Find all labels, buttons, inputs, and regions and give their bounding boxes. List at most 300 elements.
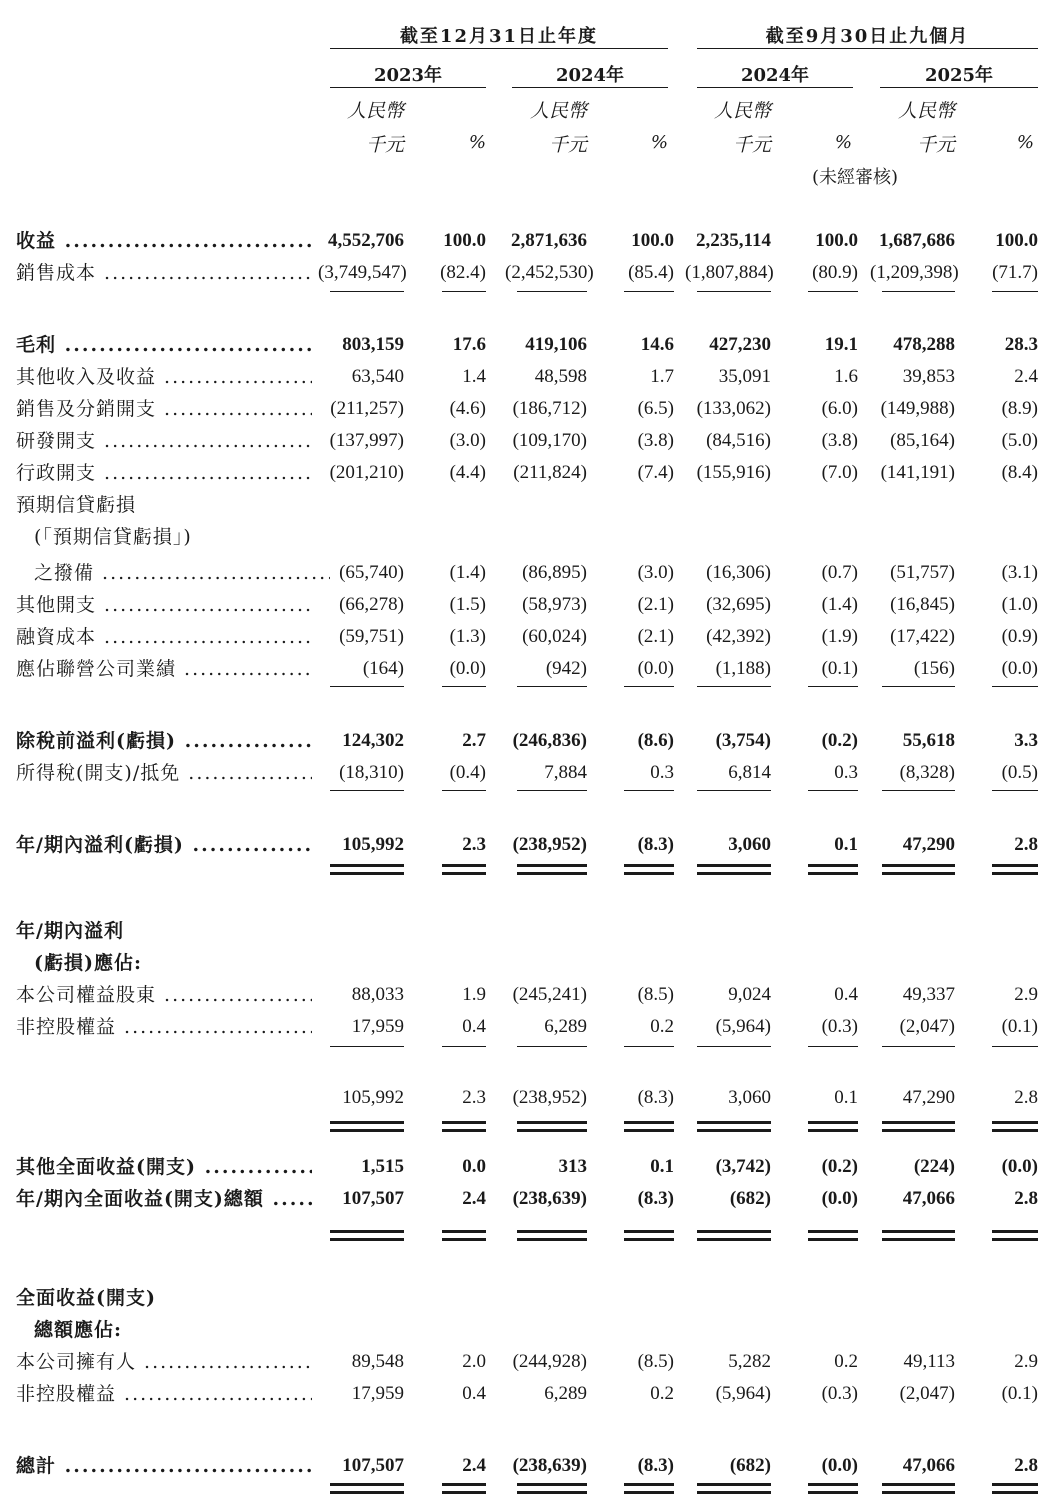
double-underline <box>624 864 674 875</box>
percent-cell: (0.0) <box>637 658 674 679</box>
amount-cell: 1,687,686 <box>879 230 955 251</box>
percent-cell: 0.2 <box>650 1383 674 1404</box>
row-label: 其他全面收益(開支) ..... <box>16 1152 312 1182</box>
percent-cell: 1.6 <box>834 366 858 387</box>
row-label: 收益 ..... <box>16 226 312 256</box>
percent-cell: 2.3 <box>462 834 486 855</box>
double-underline <box>697 1483 771 1494</box>
percent-cell: (2.1) <box>637 594 674 615</box>
double-underline <box>992 1483 1038 1494</box>
amount-cell: (245,241) <box>512 984 587 1005</box>
percent-cell: 0.0 <box>462 1156 486 1177</box>
percent-cell: 2.8 <box>1014 834 1038 855</box>
amount-cell: (149,988) <box>880 398 955 419</box>
amount-cell: 47,066 <box>902 1455 955 1476</box>
percent-cell: (6.5) <box>637 398 674 419</box>
percent-cell: (0.1) <box>821 658 858 679</box>
amount-cell: (84,516) <box>706 430 771 451</box>
amount-cell: 6,289 <box>544 1383 587 1404</box>
double-underline <box>442 1230 486 1241</box>
percent-cell: (2.1) <box>637 626 674 647</box>
amount-cell: 49,113 <box>903 1351 955 1372</box>
amount-cell: 4,552,706 <box>328 230 404 251</box>
amount-cell: (2,452,530) <box>505 262 594 283</box>
amount-cell: 7,884 <box>544 762 587 783</box>
table-row <box>0 330 1062 360</box>
percent-cell: 2.4 <box>1014 366 1038 387</box>
group-header-nine-months: 截至9月30日止九個月 <box>765 26 970 47</box>
single-underline <box>517 291 587 292</box>
table-row <box>0 1012 1062 1042</box>
table-row <box>0 226 1062 256</box>
percent-cell: 0.3 <box>650 762 674 783</box>
amount-cell: 88,033 <box>351 984 404 1005</box>
percent-cell: (8.4) <box>1001 462 1038 483</box>
amount-cell: (155,916) <box>696 462 771 483</box>
amount-cell: 124,302 <box>342 730 404 751</box>
percent-cell: (0.0) <box>1001 658 1038 679</box>
single-underline <box>330 790 404 791</box>
amount-cell: (5,964) <box>715 1016 771 1037</box>
percent-cell: (0.3) <box>821 1016 858 1037</box>
table-row <box>0 1347 1062 1377</box>
amount-cell: (1,209,398) <box>870 262 959 283</box>
row-label: 其他收入及收益 ..... <box>16 362 312 392</box>
single-underline <box>992 790 1038 791</box>
double-underline <box>330 864 404 875</box>
amount-cell: (238,952) <box>512 1087 587 1108</box>
unit-label-rmb: 人民幣 <box>897 100 955 122</box>
single-underline <box>882 1046 955 1047</box>
percent-cell: (0.0) <box>449 658 486 679</box>
percent-cell: (0.0) <box>821 1455 858 1476</box>
amount-cell: 89,548 <box>351 1351 404 1372</box>
percent-cell: 17.6 <box>452 334 486 355</box>
amount-cell: (211,824) <box>513 462 587 483</box>
amount-cell: (224) <box>913 1156 955 1177</box>
percent-cell: (8.3) <box>637 1188 674 1209</box>
amount-cell: (156) <box>913 658 955 679</box>
row-label: 非控股權益 ..... <box>16 1012 312 1042</box>
amount-cell: (18,310) <box>339 762 404 783</box>
row-label: 全面收益(開支) <box>16 1287 156 1309</box>
percent-cell: (7.0) <box>821 462 858 483</box>
unit-label-percent: % <box>834 132 852 153</box>
double-underline <box>992 864 1038 875</box>
single-underline <box>992 291 1038 292</box>
double-underline <box>442 864 486 875</box>
percent-cell: 100.0 <box>443 230 486 251</box>
amount-cell: 1,515 <box>361 1156 404 1177</box>
table-row <box>0 726 1062 756</box>
amount-cell: 313 <box>558 1156 587 1177</box>
table-row <box>0 590 1062 620</box>
table-row <box>0 1083 1062 1113</box>
percent-cell: (1.5) <box>449 594 486 615</box>
amount-cell: 105,992 <box>342 1087 404 1108</box>
row-label: (虧損)應佔: <box>34 952 142 974</box>
amount-cell: (86,895) <box>522 562 587 583</box>
double-underline <box>624 1483 674 1494</box>
amount-cell: (58,973) <box>522 594 587 615</box>
row-label: 總額應佔: <box>34 1319 123 1341</box>
year-header-2025-nine-months: 2025年 <box>924 65 994 86</box>
amount-cell: (211,257) <box>330 398 404 419</box>
unit-label-thousand: 千元 <box>732 134 771 156</box>
amount-cell: (5,964) <box>715 1383 771 1404</box>
row-label: 年/期內溢利 <box>16 920 124 942</box>
percent-cell: 0.4 <box>462 1016 486 1037</box>
single-underline <box>697 790 771 791</box>
double-underline <box>882 1483 955 1494</box>
amount-cell: 9,024 <box>728 984 771 1005</box>
percent-cell: 100.0 <box>995 230 1038 251</box>
single-underline <box>992 1046 1038 1047</box>
amount-cell: (682) <box>729 1455 771 1476</box>
percent-cell: (8.3) <box>637 834 674 855</box>
row-label: 銷售成本 ..... <box>16 258 312 288</box>
amount-cell: (164) <box>362 658 404 679</box>
single-underline <box>517 790 587 791</box>
percent-cell: 100.0 <box>631 230 674 251</box>
group-header-year: 截至12月31日止年度 <box>399 26 599 47</box>
amount-cell: 105,992 <box>342 834 404 855</box>
year-header-2023: 2023年 <box>373 65 443 86</box>
percent-cell: (0.1) <box>1001 1383 1038 1404</box>
double-underline <box>442 1121 486 1132</box>
row-label: (「預期信貸虧損」) <box>34 526 192 548</box>
percent-cell: (1.0) <box>1001 594 1038 615</box>
unit-label-percent: % <box>650 132 668 153</box>
single-underline <box>624 1046 674 1047</box>
single-underline <box>882 686 955 687</box>
amount-cell: (244,928) <box>512 1351 587 1372</box>
double-underline <box>808 1483 858 1494</box>
percent-cell: (1.3) <box>449 626 486 647</box>
percent-cell: (4.6) <box>449 398 486 419</box>
row-label: 所得稅(開支)/抵免 ..... <box>16 758 312 788</box>
single-underline <box>697 291 771 292</box>
percent-cell: (0.2) <box>821 730 858 751</box>
amount-cell: (3,754) <box>715 730 771 751</box>
percent-cell: 2.4 <box>462 1455 486 1476</box>
amount-cell: (17,422) <box>890 626 955 647</box>
unit-label-thousand: 千元 <box>365 134 404 156</box>
table-row <box>0 558 1062 588</box>
group-header-nine-months-rule <box>697 48 1038 49</box>
amount-cell: 17,959 <box>351 1383 404 1404</box>
percent-cell: 2.3 <box>462 1087 486 1108</box>
amount-cell: 2,871,636 <box>511 230 587 251</box>
single-underline <box>442 291 486 292</box>
amount-cell: 6,814 <box>728 762 771 783</box>
amount-cell: 3,060 <box>728 1087 771 1108</box>
table-row <box>0 980 1062 1010</box>
single-underline <box>624 291 674 292</box>
percent-cell: 28.3 <box>1004 334 1038 355</box>
percent-cell: (0.0) <box>821 1188 858 1209</box>
table-row <box>0 1451 1062 1481</box>
double-underline <box>330 1230 404 1241</box>
percent-cell: 14.6 <box>640 334 674 355</box>
table-row <box>0 362 1062 392</box>
percent-cell: 2.8 <box>1014 1455 1038 1476</box>
table-row <box>0 948 1062 978</box>
percent-cell: 2.7 <box>462 730 486 751</box>
single-underline <box>808 686 858 687</box>
double-underline <box>517 1121 587 1132</box>
percent-cell: (8.3) <box>637 1087 674 1108</box>
amount-cell: 55,618 <box>902 730 955 751</box>
table-row <box>0 622 1062 652</box>
table-row <box>0 490 1062 520</box>
amount-cell: (1,807,884) <box>685 262 774 283</box>
amount-cell: 6,289 <box>544 1016 587 1037</box>
single-underline <box>882 790 955 791</box>
percent-cell: 0.3 <box>834 762 858 783</box>
amount-cell: 5,282 <box>728 1351 771 1372</box>
percent-cell: (0.0) <box>1001 1156 1038 1177</box>
percent-cell: (1.4) <box>821 594 858 615</box>
double-underline <box>808 864 858 875</box>
table-row <box>0 1184 1062 1214</box>
single-underline <box>442 790 486 791</box>
amount-cell: 419,106 <box>525 334 587 355</box>
amount-cell: 35,091 <box>718 366 771 387</box>
amount-cell: (16,845) <box>890 594 955 615</box>
amount-cell: (8,328) <box>899 762 955 783</box>
percent-cell: 19.1 <box>824 334 858 355</box>
percent-cell: (5.0) <box>1001 430 1038 451</box>
double-underline <box>624 1230 674 1241</box>
amount-cell: (65,740) <box>339 562 404 583</box>
amount-cell: 39,853 <box>902 366 955 387</box>
year-header-rule <box>697 87 853 88</box>
percent-cell: (0.5) <box>1001 762 1038 783</box>
amount-cell: (186,712) <box>512 398 587 419</box>
table-row <box>0 426 1062 456</box>
table-row <box>0 758 1062 788</box>
amount-cell: (682) <box>729 1188 771 1209</box>
percent-cell: 0.4 <box>462 1383 486 1404</box>
row-label: 銷售及分銷開支 ..... <box>16 394 312 424</box>
percent-cell: 0.4 <box>834 984 858 1005</box>
amount-cell: (59,751) <box>339 626 404 647</box>
table-row <box>0 522 1062 552</box>
table-row <box>0 1283 1062 1313</box>
unit-label-rmb: 人民幣 <box>346 100 404 122</box>
amount-cell: (42,392) <box>706 626 771 647</box>
row-label: 非控股權益 ..... <box>16 1379 312 1409</box>
table-row <box>0 258 1062 288</box>
row-label: 本公司擁有人 ..... <box>16 1347 312 1377</box>
row-label: 應佔聯營公司業績 ..... <box>16 654 312 684</box>
amount-cell: (32,695) <box>706 594 771 615</box>
percent-cell: (85.4) <box>628 262 674 283</box>
single-underline <box>624 686 674 687</box>
double-underline <box>517 864 587 875</box>
percent-cell: (0.4) <box>449 762 486 783</box>
percent-cell: (3.1) <box>1001 562 1038 583</box>
single-underline <box>882 291 955 292</box>
percent-cell: (7.4) <box>637 462 674 483</box>
amount-cell: (51,757) <box>890 562 955 583</box>
percent-cell: 0.2 <box>650 1016 674 1037</box>
percent-cell: (1.4) <box>449 562 486 583</box>
amount-cell: (1,188) <box>715 658 771 679</box>
row-label: 毛利 ..... <box>16 330 312 360</box>
row-label: 行政開支 ..... <box>16 458 312 488</box>
amount-cell: (85,164) <box>890 430 955 451</box>
double-underline <box>992 1230 1038 1241</box>
percent-cell: (0.2) <box>821 1156 858 1177</box>
percent-cell: 2.8 <box>1014 1188 1038 1209</box>
row-label: 融資成本 ..... <box>16 622 312 652</box>
row-label: 年/期內溢利(虧損) ..... <box>16 830 312 860</box>
amount-cell: 427,230 <box>709 334 771 355</box>
year-header-2024-nine-months: 2024年 <box>740 65 810 86</box>
amount-cell: (238,952) <box>512 834 587 855</box>
percent-cell: (3.0) <box>637 562 674 583</box>
single-underline <box>992 686 1038 687</box>
unit-label-rmb: 人民幣 <box>713 100 771 122</box>
double-underline <box>808 1121 858 1132</box>
amount-cell: (246,836) <box>512 730 587 751</box>
unit-label-thousand: 千元 <box>548 134 587 156</box>
amount-cell: (942) <box>545 658 587 679</box>
table-row <box>0 830 1062 860</box>
single-underline <box>330 291 404 292</box>
percent-cell: (3.8) <box>637 430 674 451</box>
table-row <box>0 916 1062 946</box>
single-underline <box>697 686 771 687</box>
percent-cell: 1.7 <box>650 366 674 387</box>
double-underline <box>517 1483 587 1494</box>
double-underline <box>442 1483 486 1494</box>
amount-cell: (2,047) <box>899 1383 955 1404</box>
percent-cell: (3.0) <box>449 430 486 451</box>
amount-cell: 47,290 <box>902 834 955 855</box>
group-header-year-rule <box>330 48 668 49</box>
row-label: 研發開支 ..... <box>16 426 312 456</box>
amount-cell: (201,210) <box>329 462 404 483</box>
percent-cell: 2.9 <box>1014 1351 1038 1372</box>
row-label: 年/期內全面收益(開支)總額 ..... <box>16 1184 312 1214</box>
amount-cell: 803,159 <box>342 334 404 355</box>
percent-cell: 0.1 <box>650 1156 674 1177</box>
percent-cell: (8.5) <box>637 984 674 1005</box>
amount-cell: 2,235,114 <box>696 230 771 251</box>
amount-cell: (66,278) <box>339 594 404 615</box>
percent-cell: (82.4) <box>440 262 486 283</box>
single-underline <box>808 291 858 292</box>
percent-cell: 2.4 <box>462 1188 486 1209</box>
double-underline <box>697 1121 771 1132</box>
single-underline <box>442 686 486 687</box>
row-label: 之撥備 ..... <box>34 558 330 588</box>
amount-cell: (2,047) <box>899 1016 955 1037</box>
amount-cell: 48,598 <box>534 366 587 387</box>
double-underline <box>330 1483 404 1494</box>
year-header-rule <box>330 87 486 88</box>
percent-cell: (0.7) <box>821 562 858 583</box>
single-underline <box>330 686 404 687</box>
row-label: 其他開支 ..... <box>16 590 312 620</box>
unit-label-percent: % <box>1016 132 1034 153</box>
percent-cell: 3.3 <box>1014 730 1038 751</box>
amount-cell: (141,191) <box>880 462 955 483</box>
amount-cell: 478,288 <box>893 334 955 355</box>
amount-cell: (137,997) <box>329 430 404 451</box>
percent-cell: 0.2 <box>834 1351 858 1372</box>
percent-cell: (0.1) <box>1001 1016 1038 1037</box>
single-underline <box>330 1046 404 1047</box>
unit-label-rmb: 人民幣 <box>529 100 587 122</box>
percent-cell: (3.8) <box>821 430 858 451</box>
row-label: 總計 ..... <box>16 1451 312 1481</box>
table-row <box>0 1379 1062 1409</box>
amount-cell: 107,507 <box>342 1455 404 1476</box>
percent-cell: (6.0) <box>821 398 858 419</box>
percent-cell: 1.4 <box>462 366 486 387</box>
percent-cell: 1.9 <box>462 984 486 1005</box>
amount-cell: (109,170) <box>512 430 587 451</box>
double-underline <box>882 864 955 875</box>
row-label: 本公司權益股東 ..... <box>16 980 312 1010</box>
percent-cell: (8.6) <box>637 730 674 751</box>
percent-cell: (4.4) <box>449 462 486 483</box>
percent-cell: 2.9 <box>1014 984 1038 1005</box>
unit-label-percent: % <box>468 132 486 153</box>
table-row <box>0 458 1062 488</box>
amount-cell: 49,337 <box>902 984 955 1005</box>
table-row <box>0 654 1062 684</box>
amount-cell: (3,749,547) <box>318 262 407 283</box>
amount-cell: (238,639) <box>512 1188 587 1209</box>
percent-cell: (0.3) <box>821 1383 858 1404</box>
single-underline <box>808 790 858 791</box>
amount-cell: (133,062) <box>696 398 771 419</box>
percent-cell: 2.8 <box>1014 1087 1038 1108</box>
row-label: 預期信貸虧損 <box>16 494 137 516</box>
percent-cell: (8.5) <box>637 1351 674 1372</box>
double-underline <box>517 1230 587 1241</box>
amount-cell: 47,066 <box>902 1188 955 1209</box>
single-underline <box>697 1046 771 1047</box>
single-underline <box>624 790 674 791</box>
single-underline <box>442 1046 486 1047</box>
single-underline <box>517 686 587 687</box>
double-underline <box>624 1121 674 1132</box>
double-underline <box>697 1230 771 1241</box>
double-underline <box>882 1121 955 1132</box>
single-underline <box>808 1046 858 1047</box>
single-underline <box>517 1046 587 1047</box>
amount-cell: (16,306) <box>706 562 771 583</box>
table-row <box>0 1152 1062 1182</box>
amount-cell: (238,639) <box>512 1455 587 1476</box>
year-header-rule <box>512 87 668 88</box>
amount-cell: 107,507 <box>342 1188 404 1209</box>
percent-cell: (1.9) <box>821 626 858 647</box>
double-underline <box>330 1121 404 1132</box>
percent-cell: 0.1 <box>834 834 858 855</box>
amount-cell: (3,742) <box>715 1156 771 1177</box>
double-underline <box>882 1230 955 1241</box>
percent-cell: 2.0 <box>462 1351 486 1372</box>
amount-cell: 47,290 <box>902 1087 955 1108</box>
percent-cell: (0.9) <box>1001 626 1038 647</box>
